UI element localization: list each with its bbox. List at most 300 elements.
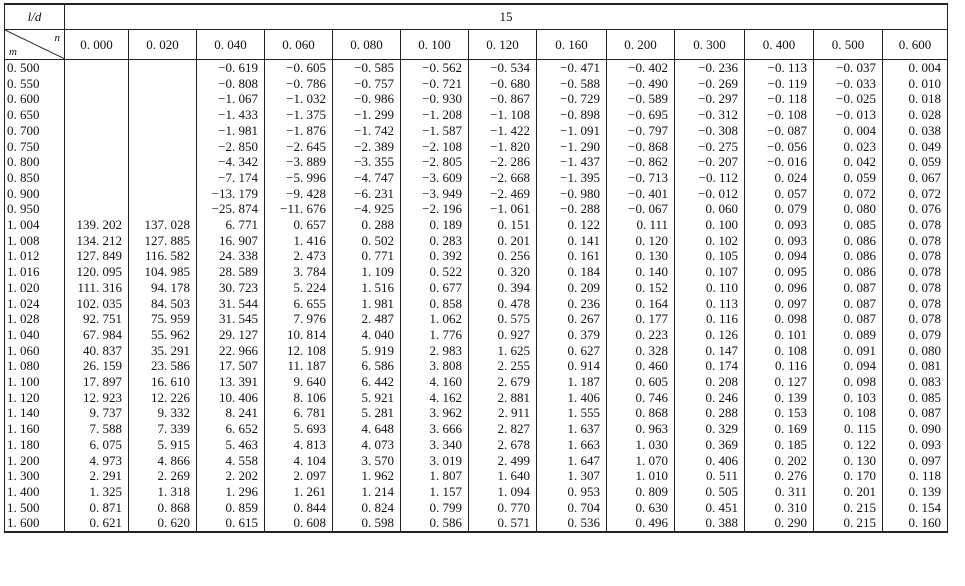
data-cell: −0. 402: [607, 60, 675, 76]
data-cell: 1. 555: [537, 405, 607, 421]
data-cell: 116. 582: [129, 248, 197, 264]
data-cell: −0. 898: [537, 107, 607, 123]
m-value-cell: 1. 060: [5, 343, 65, 359]
data-cell: −6. 231: [333, 186, 401, 202]
table-row: [5, 311, 948, 327]
data-cell: 24. 338: [197, 248, 265, 264]
ld-label: l/d: [5, 4, 65, 30]
data-cell: 0. 093: [745, 233, 814, 249]
table-row: [5, 500, 948, 516]
data-cell: 0. 140: [607, 264, 675, 280]
data-cell: −9. 428: [265, 186, 333, 202]
data-cell: 0. 478: [469, 296, 537, 312]
data-cell: 10. 406: [197, 390, 265, 406]
n-header-cell: 0. 040: [197, 30, 265, 60]
data-cell: 0. 010: [883, 76, 948, 92]
data-cell: 0. 093: [883, 437, 948, 453]
data-cell: 0. 770: [469, 500, 537, 516]
data-cell: 0. 223: [607, 327, 675, 343]
data-cell: 120. 095: [65, 264, 129, 280]
data-cell: [129, 154, 197, 170]
data-cell: 0. 079: [883, 327, 948, 343]
m-value-cell: 1. 180: [5, 437, 65, 453]
data-cell: 2. 202: [197, 468, 265, 484]
data-cell: [129, 201, 197, 217]
data-cell: 0. 067: [883, 170, 948, 186]
data-cell: 3. 666: [401, 421, 469, 437]
data-cell: −0. 308: [675, 123, 745, 139]
data-cell: 30. 723: [197, 280, 265, 296]
m-value-cell: 0. 500: [5, 60, 65, 76]
data-cell: 0. 598: [333, 515, 401, 532]
data-cell: 40. 837: [65, 343, 129, 359]
table-row: [5, 405, 948, 421]
table-row: [5, 107, 948, 123]
n-header-cell: 0. 120: [469, 30, 537, 60]
data-cell: 0. 090: [883, 421, 948, 437]
m-value-cell: 1. 008: [5, 233, 65, 249]
n-header-cell: 0. 000: [65, 30, 129, 60]
data-cell: 26. 159: [65, 358, 129, 374]
data-cell: 0. 078: [883, 296, 948, 312]
data-cell: −0. 012: [675, 186, 745, 202]
data-cell: −2. 850: [197, 139, 265, 155]
data-cell: −11. 676: [265, 201, 333, 217]
data-cell: [65, 201, 129, 217]
data-cell: 0. 189: [401, 217, 469, 233]
data-cell: 0. 164: [607, 296, 675, 312]
data-cell: −0. 471: [537, 60, 607, 76]
data-cell: 0. 086: [814, 233, 883, 249]
data-cell: 7. 339: [129, 421, 197, 437]
table-row: [5, 76, 948, 92]
data-cell: 0. 083: [883, 374, 948, 390]
data-cell: −0. 797: [607, 123, 675, 139]
table-row: [5, 201, 948, 217]
data-cell: 0. 096: [745, 280, 814, 296]
data-cell: −0. 729: [537, 91, 607, 107]
data-cell: −1. 433: [197, 107, 265, 123]
data-cell: 1. 030: [607, 437, 675, 453]
data-cell: −0. 534: [469, 60, 537, 76]
data-cell: [65, 154, 129, 170]
data-cell: 0. 161: [537, 248, 607, 264]
data-cell: 5. 919: [333, 343, 401, 359]
data-cell: 0. 078: [883, 311, 948, 327]
data-cell: 0. 963: [607, 421, 675, 437]
data-cell: 0. 290: [745, 515, 814, 532]
data-cell: 0. 310: [745, 500, 814, 516]
data-cell: −0. 588: [537, 76, 607, 92]
data-cell: 0. 072: [814, 186, 883, 202]
data-cell: 0. 057: [745, 186, 814, 202]
data-cell: 0. 108: [745, 343, 814, 359]
data-cell: −0. 562: [401, 60, 469, 76]
data-cell: −3. 609: [401, 170, 469, 186]
data-cell: 0. 042: [814, 154, 883, 170]
data-cell: −1. 587: [401, 123, 469, 139]
data-cell: 5. 921: [333, 390, 401, 406]
data-cell: 1. 157: [401, 484, 469, 500]
data-cell: 1. 318: [129, 484, 197, 500]
data-cell: 0. 079: [745, 201, 814, 217]
table-row: [5, 264, 948, 280]
data-cell: 0. 078: [883, 248, 948, 264]
data-cell: 0. 392: [401, 248, 469, 264]
data-cell: 0. 914: [537, 358, 607, 374]
data-cell: −0. 980: [537, 186, 607, 202]
data-cell: 0. 184: [537, 264, 607, 280]
data-cell: 2. 881: [469, 390, 537, 406]
data-cell: 0. 154: [883, 500, 948, 516]
data-cell: 4. 104: [265, 453, 333, 469]
data-cell: 0. 288: [675, 405, 745, 421]
data-cell: 0. 824: [333, 500, 401, 516]
data-cell: 0. 113: [675, 296, 745, 312]
data-cell: 1. 214: [333, 484, 401, 500]
data-cell: −1. 108: [469, 107, 537, 123]
data-cell: −1. 032: [265, 91, 333, 107]
data-cell: −0. 056: [745, 139, 814, 155]
coefficient-table: [4, 3, 948, 533]
data-cell: −0. 868: [607, 139, 675, 155]
n-header-cell: 0. 500: [814, 30, 883, 60]
data-cell: 10. 814: [265, 327, 333, 343]
data-cell: 0. 103: [814, 390, 883, 406]
data-cell: [129, 186, 197, 202]
data-cell: −0. 236: [675, 60, 745, 76]
m-value-cell: 0. 800: [5, 154, 65, 170]
data-cell: 0. 575: [469, 311, 537, 327]
data-cell: 0. 078: [883, 280, 948, 296]
data-cell: −5. 996: [265, 170, 333, 186]
data-cell: 1. 981: [333, 296, 401, 312]
data-cell: 7. 976: [265, 311, 333, 327]
data-cell: 0. 170: [814, 468, 883, 484]
m-value-cell: 0. 950: [5, 201, 65, 217]
m-value-cell: 0. 850: [5, 170, 65, 186]
m-value-cell: 0. 700: [5, 123, 65, 139]
data-cell: 0. 746: [607, 390, 675, 406]
data-cell: −13. 179: [197, 186, 265, 202]
data-cell: 0. 028: [883, 107, 948, 123]
data-cell: 0. 859: [197, 500, 265, 516]
data-cell: 0. 108: [814, 405, 883, 421]
data-cell: −0. 118: [745, 91, 814, 107]
table-row: [5, 453, 948, 469]
data-cell: 0. 094: [814, 358, 883, 374]
data-cell: 1. 187: [537, 374, 607, 390]
m-value-cell: 0. 600: [5, 91, 65, 107]
m-value-cell: 1. 100: [5, 374, 65, 390]
data-cell: 0. 615: [197, 515, 265, 532]
data-cell: 0. 953: [537, 484, 607, 500]
data-cell: 0. 209: [537, 280, 607, 296]
data-cell: 4. 162: [401, 390, 469, 406]
m-value-cell: 0. 550: [5, 76, 65, 92]
data-cell: 102. 035: [65, 296, 129, 312]
data-cell: 0. 185: [745, 437, 814, 453]
data-cell: 1. 325: [65, 484, 129, 500]
data-cell: 94. 178: [129, 280, 197, 296]
data-cell: 11. 187: [265, 358, 333, 374]
data-cell: 17. 897: [65, 374, 129, 390]
table-row: [5, 358, 948, 374]
data-cell: 0. 110: [675, 280, 745, 296]
data-cell: 0. 130: [814, 453, 883, 469]
data-cell: −25. 874: [197, 201, 265, 217]
m-value-cell: 1. 200: [5, 453, 65, 469]
data-cell: −0. 297: [675, 91, 745, 107]
data-cell: 0. 076: [883, 201, 948, 217]
data-cell: 16. 610: [129, 374, 197, 390]
data-cell: −0. 585: [333, 60, 401, 76]
data-cell: [65, 186, 129, 202]
data-cell: −0. 119: [745, 76, 814, 92]
data-cell: 0. 283: [401, 233, 469, 249]
data-cell: 0. 236: [537, 296, 607, 312]
data-cell: [65, 60, 129, 76]
data-cell: 1. 663: [537, 437, 607, 453]
data-cell: 0. 536: [537, 515, 607, 532]
data-cell: −0. 016: [745, 154, 814, 170]
data-cell: 0. 215: [814, 500, 883, 516]
data-cell: 0. 505: [675, 484, 745, 500]
data-cell: 0. 085: [814, 217, 883, 233]
data-cell: −1. 437: [537, 154, 607, 170]
header-row-ld: [5, 4, 948, 30]
data-cell: 4. 558: [197, 453, 265, 469]
data-cell: 3. 019: [401, 453, 469, 469]
table-row: [5, 390, 948, 406]
m-value-cell: 1. 004: [5, 217, 65, 233]
table-row: [5, 217, 948, 233]
data-cell: −0. 862: [607, 154, 675, 170]
n-header-cell: 0. 400: [745, 30, 814, 60]
m-value-cell: 1. 160: [5, 421, 65, 437]
data-cell: 4. 648: [333, 421, 401, 437]
data-cell: 0. 098: [745, 311, 814, 327]
data-cell: 0. 097: [745, 296, 814, 312]
data-cell: 0. 169: [745, 421, 814, 437]
data-cell: 0. 087: [814, 296, 883, 312]
data-cell: 0. 122: [814, 437, 883, 453]
data-cell: [129, 91, 197, 107]
data-cell: 0. 288: [333, 217, 401, 233]
data-cell: 0. 097: [883, 453, 948, 469]
data-cell: 0. 081: [883, 358, 948, 374]
data-cell: [129, 60, 197, 76]
data-cell: 0. 095: [745, 264, 814, 280]
data-cell: −4. 747: [333, 170, 401, 186]
data-cell: −1. 876: [265, 123, 333, 139]
n-label: n: [54, 32, 60, 44]
data-cell: 3. 570: [333, 453, 401, 469]
m-label: m: [9, 46, 17, 58]
n-header-cell: 0. 300: [675, 30, 745, 60]
data-cell: 134. 212: [65, 233, 129, 249]
data-cell: 0. 160: [883, 515, 948, 532]
data-cell: 5. 281: [333, 405, 401, 421]
data-cell: 0. 496: [607, 515, 675, 532]
m-value-cell: 1. 600: [5, 515, 65, 532]
data-cell: 6. 075: [65, 437, 129, 453]
data-cell: 0. 087: [814, 311, 883, 327]
data-cell: 31. 545: [197, 311, 265, 327]
data-cell: 4. 866: [129, 453, 197, 469]
m-value-cell: 0. 750: [5, 139, 65, 155]
data-cell: 0. 116: [675, 311, 745, 327]
data-cell: 0. 130: [607, 248, 675, 264]
data-cell: 0. 858: [401, 296, 469, 312]
data-cell: 0. 115: [814, 421, 883, 437]
data-cell: 0. 101: [745, 327, 814, 343]
data-cell: −0. 680: [469, 76, 537, 92]
data-cell: 1. 406: [537, 390, 607, 406]
table-body: [5, 60, 948, 533]
data-cell: 29. 127: [197, 327, 265, 343]
data-cell: 0. 153: [745, 405, 814, 421]
data-cell: 0. 126: [675, 327, 745, 343]
data-cell: 0. 868: [129, 500, 197, 516]
data-cell: 2. 097: [265, 468, 333, 484]
data-cell: −2. 645: [265, 139, 333, 155]
table-row: [5, 60, 948, 76]
data-cell: −0. 401: [607, 186, 675, 202]
data-cell: 13. 391: [197, 374, 265, 390]
data-cell: −1. 742: [333, 123, 401, 139]
data-cell: 0. 657: [265, 217, 333, 233]
data-cell: −0. 808: [197, 76, 265, 92]
data-cell: 0. 586: [401, 515, 469, 532]
data-cell: −0. 867: [469, 91, 537, 107]
data-cell: 0. 522: [401, 264, 469, 280]
data-cell: [65, 139, 129, 155]
data-cell: 0. 004: [883, 60, 948, 76]
data-cell: 0. 152: [607, 280, 675, 296]
m-value-cell: 1. 300: [5, 468, 65, 484]
data-cell: 0. 038: [883, 123, 948, 139]
m-value-cell: 1. 020: [5, 280, 65, 296]
data-cell: 0. 208: [675, 374, 745, 390]
data-cell: 1. 516: [333, 280, 401, 296]
data-cell: −1. 091: [537, 123, 607, 139]
data-cell: 0. 771: [333, 248, 401, 264]
table-row: [5, 468, 948, 484]
data-cell: 0. 174: [675, 358, 745, 374]
data-cell: 1. 109: [333, 264, 401, 280]
data-cell: −0. 025: [814, 91, 883, 107]
data-cell: 67. 984: [65, 327, 129, 343]
data-cell: 0. 120: [607, 233, 675, 249]
m-value-cell: 1. 028: [5, 311, 65, 327]
data-cell: 1. 640: [469, 468, 537, 484]
data-cell: 9. 332: [129, 405, 197, 421]
data-cell: 3. 808: [401, 358, 469, 374]
data-cell: 1. 062: [401, 311, 469, 327]
data-cell: 5. 693: [265, 421, 333, 437]
data-cell: 75. 959: [129, 311, 197, 327]
data-cell: 0. 276: [745, 468, 814, 484]
data-cell: 5. 463: [197, 437, 265, 453]
data-cell: −2. 805: [401, 154, 469, 170]
table-row: [5, 233, 948, 249]
data-cell: 1. 416: [265, 233, 333, 249]
data-cell: 0. 571: [469, 515, 537, 532]
data-cell: 12. 923: [65, 390, 129, 406]
data-cell: −0. 695: [607, 107, 675, 123]
n-header-cell: 0. 600: [883, 30, 948, 60]
data-cell: 0. 072: [883, 186, 948, 202]
data-cell: 0. 102: [675, 233, 745, 249]
data-cell: 1. 647: [537, 453, 607, 469]
data-cell: 0. 871: [65, 500, 129, 516]
table-row: [5, 437, 948, 453]
data-cell: 0. 311: [745, 484, 814, 500]
data-cell: −0. 757: [333, 76, 401, 92]
data-cell: 0. 086: [814, 264, 883, 280]
data-cell: 0. 024: [745, 170, 814, 186]
data-cell: 2. 678: [469, 437, 537, 453]
data-cell: 0. 091: [814, 343, 883, 359]
m-value-cell: 1. 024: [5, 296, 65, 312]
data-cell: 1. 296: [197, 484, 265, 500]
table-row: [5, 91, 948, 107]
data-cell: 0. 844: [265, 500, 333, 516]
data-cell: 0. 329: [675, 421, 745, 437]
data-cell: 0. 127: [745, 374, 814, 390]
table-row: [5, 248, 948, 264]
m-value-cell: 1. 016: [5, 264, 65, 280]
m-value-cell: 0. 650: [5, 107, 65, 123]
data-cell: −1. 981: [197, 123, 265, 139]
data-cell: −7. 174: [197, 170, 265, 186]
data-cell: 0. 100: [675, 217, 745, 233]
n-header-cell: 0. 200: [607, 30, 675, 60]
data-cell: [129, 107, 197, 123]
data-cell: 0. 139: [745, 390, 814, 406]
data-cell: 2. 291: [65, 468, 129, 484]
data-cell: 0. 059: [883, 154, 948, 170]
data-cell: 1. 261: [265, 484, 333, 500]
data-cell: 0. 086: [814, 248, 883, 264]
data-cell: −0. 033: [814, 76, 883, 92]
table-row: [5, 123, 948, 139]
data-cell: 4. 160: [401, 374, 469, 390]
data-cell: 0. 118: [883, 468, 948, 484]
data-cell: 9. 737: [65, 405, 129, 421]
data-cell: 0. 004: [814, 123, 883, 139]
data-cell: 104. 985: [129, 264, 197, 280]
data-cell: 0. 406: [675, 453, 745, 469]
data-cell: −0. 713: [607, 170, 675, 186]
data-cell: 6. 586: [333, 358, 401, 374]
data-cell: 8. 241: [197, 405, 265, 421]
table-row: [5, 280, 948, 296]
data-cell: −2. 668: [469, 170, 537, 186]
data-cell: 0. 105: [675, 248, 745, 264]
data-cell: −0. 490: [607, 76, 675, 92]
data-cell: 4. 073: [333, 437, 401, 453]
data-cell: 0. 451: [675, 500, 745, 516]
data-cell: 0. 627: [537, 343, 607, 359]
data-cell: −0. 312: [675, 107, 745, 123]
data-cell: 35. 291: [129, 343, 197, 359]
table-row: [5, 327, 948, 343]
data-cell: 9. 640: [265, 374, 333, 390]
data-cell: −0. 721: [401, 76, 469, 92]
data-cell: 0. 388: [675, 515, 745, 532]
